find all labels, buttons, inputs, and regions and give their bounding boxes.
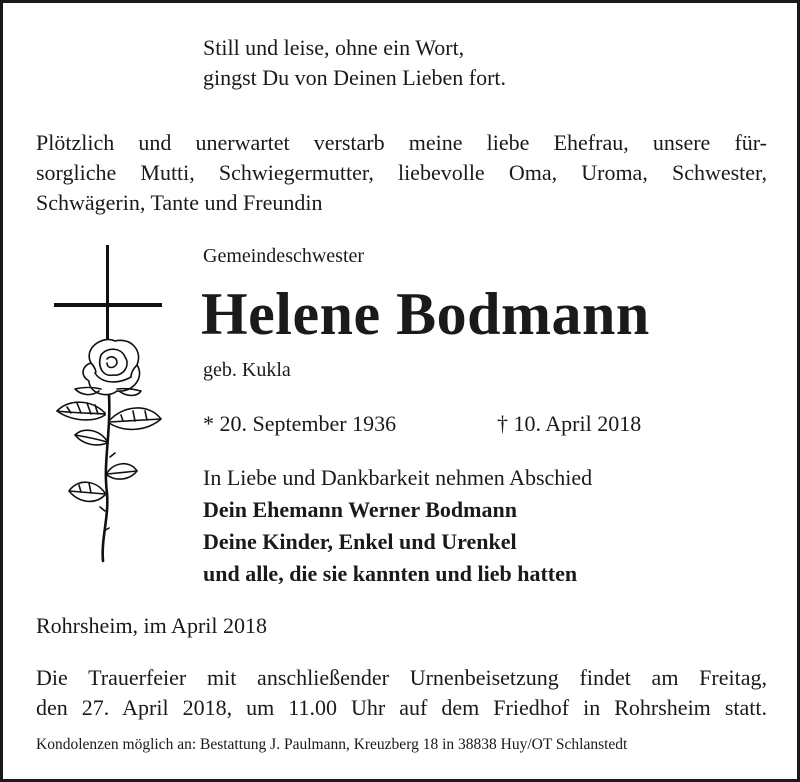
mourner-line: Dein Ehemann Werner Bodmann: [203, 497, 517, 522]
funeral-line-2: den 27. April 2018, um 11.00 Uhr auf dem Friedhof in Rohrsheim statt.: [36, 695, 767, 720]
deceased-name: Helene Bodmann: [201, 281, 650, 347]
condolences-info: Kondolenzen möglich an: Bestattung J. Paulmann, Kreuzberg 18 in 38838 Huy/OT Schlanstedt: [36, 736, 628, 753]
rose-icon: [51, 333, 166, 563]
place-date: Rohrsheim, im April 2018: [36, 613, 267, 638]
intro-line-3: Schwägerin, Tante und Freundin: [36, 190, 323, 215]
maiden-name: geb. Kukla: [203, 359, 291, 381]
intro-line-1: Plötzlich und unerwartet verstarb meine liebe Ehefrau, unsere für-: [36, 130, 767, 155]
intro-line-2: sorgliche Mutti, Schwiegermutter, liebevolle Oma, Uroma, Schwester,: [36, 160, 767, 185]
death-date: † 10. April 2018: [497, 411, 642, 436]
verse-line-1: Still und leise, ohne ein Wort,: [203, 35, 465, 60]
mourner-line: und alle, die sie kannten und lieb hatten: [203, 561, 578, 586]
mourner-line: Deine Kinder, Enkel und Urenkel: [203, 529, 517, 554]
mourners-intro: In Liebe und Dankbarkeit nehmen Abschied: [203, 465, 593, 490]
funeral-line-1: Die Trauerfeier mit anschließender Urnenbeisetzung findet am Freitag,: [36, 665, 767, 690]
verse-line-2: gingst Du von Deinen Lieben fort.: [203, 65, 507, 90]
deceased-title: Gemeindeschwester: [203, 245, 365, 267]
birth-date: * 20. September 1936: [203, 411, 397, 436]
